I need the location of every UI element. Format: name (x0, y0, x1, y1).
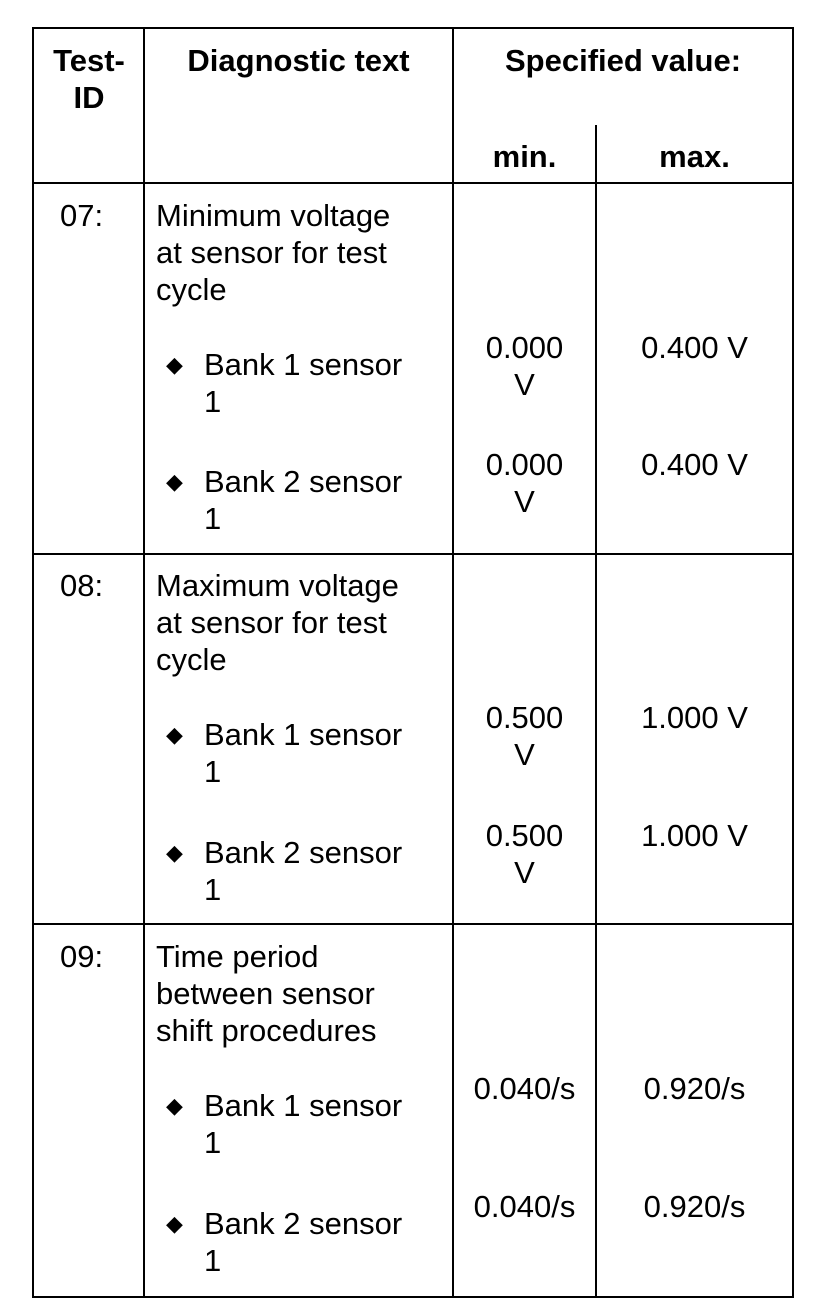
item-min (454, 1070, 595, 1107)
min-value: 0.040/s (473, 1071, 576, 1106)
column-divider (143, 27, 145, 1298)
item-label-line: Bank 2 sensor (204, 1206, 403, 1241)
min-unit: V (514, 484, 535, 519)
item-min (454, 329, 595, 403)
item-label-line: Bank 2 sensor (204, 835, 403, 870)
column-divider (452, 27, 454, 1298)
diamond-bullet-icon: ◆ (166, 469, 183, 494)
header-diagnostic-text: Diagnostic text (187, 43, 410, 78)
item-label (204, 1205, 402, 1279)
diamond-bullet-icon: ◆ (166, 1211, 183, 1236)
description-line: between sensor (156, 976, 375, 1011)
min-value: 0.500 (485, 700, 564, 735)
description-line: Time period (156, 939, 319, 974)
header-test-id (36, 42, 142, 116)
diamond-bullet-icon: ◆ (166, 1093, 183, 1118)
row-description (156, 938, 377, 1049)
description-line: shift procedures (156, 1013, 377, 1048)
item-label (204, 346, 402, 420)
item-min (454, 817, 595, 891)
min-unit: V (514, 737, 535, 772)
item-label-line: 1 (204, 872, 222, 907)
min-value: 0.040/s (473, 1189, 576, 1224)
item-label (204, 716, 402, 790)
item-max: 0.920/s (643, 1071, 746, 1106)
row-divider (32, 923, 794, 925)
item-max: 1.000 V (641, 700, 748, 735)
diamond-bullet-icon: ◆ (166, 352, 183, 377)
spec-table (32, 27, 794, 1298)
description-line: cycle (156, 642, 227, 677)
item-max: 0.400 V (641, 330, 748, 365)
description-line: cycle (156, 272, 227, 307)
row-id: 07: (60, 198, 104, 233)
item-label-line: 1 (204, 754, 222, 789)
item-label-line: Bank 1 sensor (204, 717, 403, 752)
item-min (454, 446, 595, 520)
row-id: 08: (60, 568, 104, 603)
item-min (454, 699, 595, 773)
item-max: 1.000 V (641, 818, 748, 853)
row-divider (32, 553, 794, 555)
item-label-line: 1 (204, 501, 222, 536)
row-description (156, 197, 390, 308)
item-max: 0.400 V (641, 447, 748, 482)
row-divider (32, 182, 794, 184)
description-line: Minimum voltage (156, 198, 391, 233)
item-min (454, 1188, 595, 1225)
item-label-line: Bank 1 sensor (204, 1088, 403, 1123)
description-line: at sensor for test (156, 605, 387, 640)
item-label (204, 463, 402, 537)
min-value: 0.000 (485, 330, 564, 365)
description-line: at sensor for test (156, 235, 387, 270)
item-label-line: Bank 2 sensor (204, 464, 403, 499)
item-label-line: 1 (204, 1125, 222, 1160)
item-label (204, 834, 402, 908)
description-line: Maximum voltage (156, 568, 399, 603)
item-max: 0.920/s (643, 1189, 746, 1224)
row-description (156, 567, 399, 678)
header-min: min. (492, 139, 557, 174)
item-label-line: 1 (204, 384, 222, 419)
item-label-line: 1 (204, 1243, 222, 1278)
min-unit: V (514, 855, 535, 890)
header-specified-value: Specified value: (504, 43, 742, 78)
diamond-bullet-icon: ◆ (166, 722, 183, 747)
min-value: 0.500 (485, 818, 564, 853)
item-label-line: Bank 1 sensor (204, 347, 403, 382)
min-unit: V (514, 367, 535, 402)
item-label (204, 1087, 402, 1161)
row-id: 09: (60, 939, 104, 974)
diamond-bullet-icon: ◆ (166, 840, 183, 865)
header-max: max. (659, 139, 730, 174)
header-test-id-text: Test-ID (53, 43, 125, 115)
min-value: 0.000 (485, 447, 564, 482)
